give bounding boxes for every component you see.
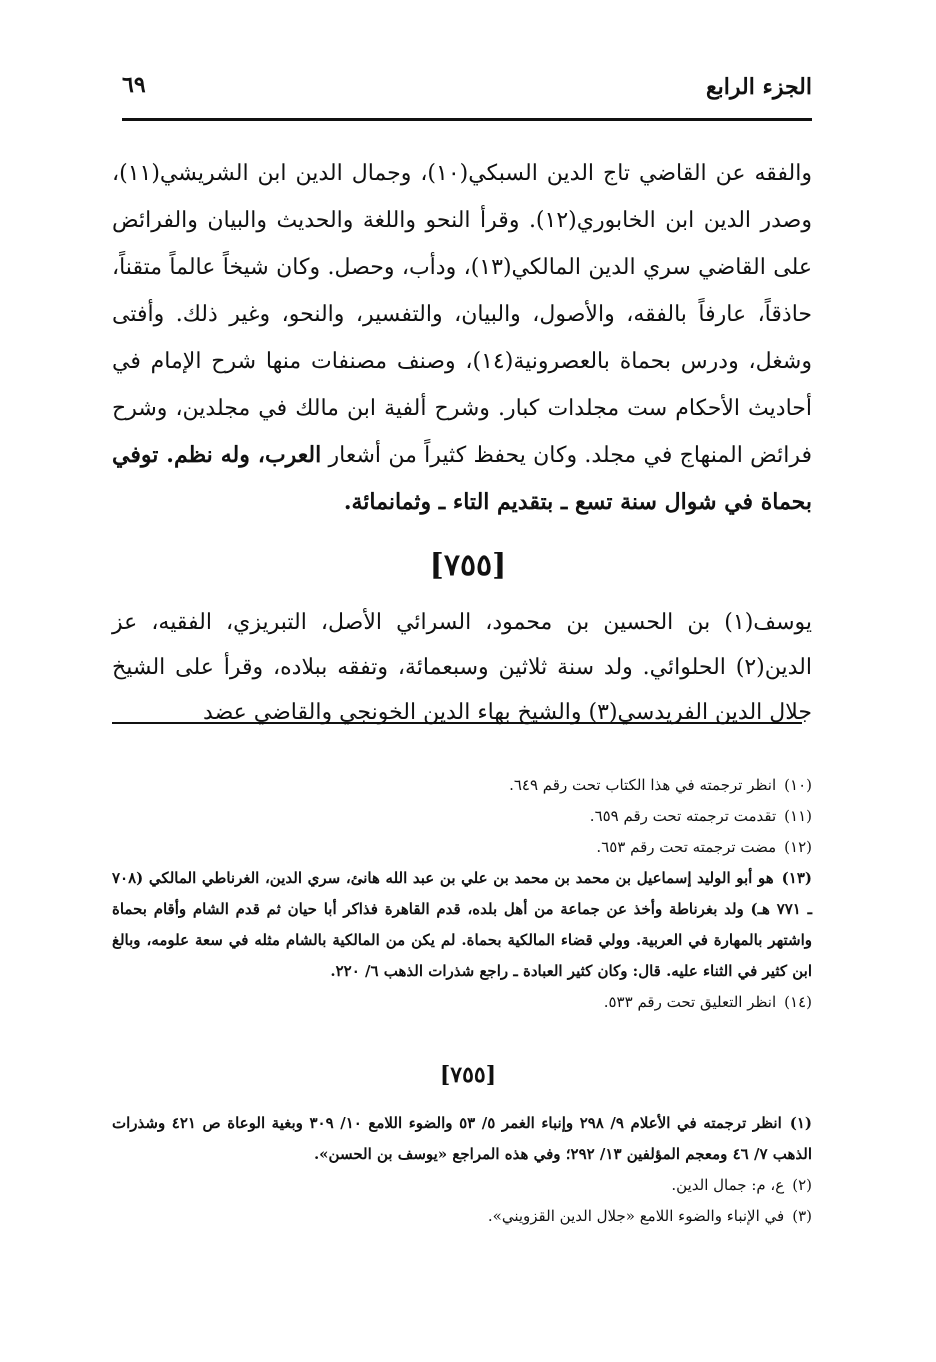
footnote-number: (١٢) [784,838,812,856]
entry-footnote-2 [112,1170,812,1201]
footnote-number: (١) [789,1114,813,1132]
footnote-number: (١٣) [781,869,812,887]
entry-footnotes-section [112,1108,812,1232]
footnotes-entry-number: [٧٥٥] [439,1062,497,1088]
footnote-text: مضت ترجمته تحت رقم ٦٥٣. [596,838,777,856]
footnote-11 [112,801,812,832]
footnote-number: (١٤) [784,993,812,1011]
main-body-text [112,150,812,526]
header-rule [122,118,812,121]
footnote-text: انظر ترجمته في الأعلام ٩/ ٢٩٨ وإنباء الغمر ٥/ ٥٣ والضوء اللامع ١٠/ ٣٠٩ وبغية الوعاة ص ٤٢١ وشذرات الذهب ٧/ ٤٦ ومعجم المؤلفين ١٣/ ٢٩٢؛ وفي هذه المراجع «يوسف بن الحسن». [112,1114,812,1163]
body-paragraph-text: والفقه عن القاضي تاج الدين السبكي(١٠)، وجمال الدين ابن الشريشي(١١)، وصدر الدين ابن الخابوري(١٢). وقرأ النحو واللغة والحديث والبيان والفرائض على القاضي سري الدين المالكي(١٣)، ودأب، وحصل. وكان شيخاً عالماً متقناً، حاذقاً، عارفاً بالفقه، والأصول، والبيان، والتفسير، والنحو، وغير ذلك. وأفتى وشغل، ودرس بحماة بالعصرونية(١٤)، وصنف مصنفات منها شرح الإمام في أحاديث الأحكام ست مجلدات كبار. وشرح ألفية ابن مالك في مجلدين، وشرح فرائض المنهاج في مجلد. وكان يحفظ كثيراً من أشعار [112,161,813,468]
page-header [112,70,812,110]
entry-footnote-3 [112,1201,812,1232]
entry-body-text [112,600,812,735]
entry-paragraph: يوسف(١) بن الحسين بن محمود، السرائي الأصل، التبريزي، الفقيه، عز الدين(٢) الحلوائي. ولد سنة ثلاثين وسبعمائة، وتفقه ببلاده، وقرأ على الشيخ جلال الدين الفريدسي(٣) والشيخ بهاء الدين الخونجي والقاضي عضد [112,610,812,725]
footnotes-section [112,770,812,1018]
footnote-text: انظر التعليق تحت رقم ٥٣٣. [603,993,777,1011]
footnote-number: (١١) [784,807,812,825]
footnote-text: انظر ترجمته في هذا الكتاب تحت رقم ٦٤٩. [509,776,777,794]
entry-footnote-1 [112,1108,812,1170]
footnote-text: تقدمت ترجمته تحت رقم ٦٥٩. [589,807,777,825]
footnote-number: (١٠) [784,776,812,794]
body-paragraph [112,150,812,526]
running-title: الجزء الرابع [705,74,812,100]
entry-number-heading: [٧٥٥] [429,548,507,583]
footnote-14 [112,987,812,1018]
footnote-text: ع، م: جمال الدين. [671,1176,785,1194]
footnote-text: هو أبو الوليد إسماعيل بن محمد بن محمد بن علي بن عبد الله هانئ، سري الدين، الغرناطي المالكي (٧٠٨ ـ ٧٧١ هـ) ولد بغرناطة وأخذ عن جماعة من أهل بلده، قدم القاهرة فذاكر أبا حيان ثم قدم الشام وأقام بحماة واشتهر بالمهارة في العربية. وولي قضاء المالكية بحماة. لم يكن من المالكية بالشام مثله في سعة علومه، وبالغ ابن كثير في الثناء عليه. قال: وكان كثير العبادة ـ راجع شذرات الذهب ٦/ ٢٢٠. [112,869,812,980]
footnote-number: (٢) [792,1176,812,1194]
body-paragraph-bold-text: العرب، وله نظم. توفي بحماة في شوال سنة تسع ـ بتقديم التاء ـ وثمانمائة. [112,442,812,515]
footnote-rule [112,722,802,724]
footnote-number: (٣) [792,1207,812,1225]
footnote-13 [112,863,812,987]
page-number: ٦٩ [122,72,146,98]
footnote-10 [112,770,812,801]
footnote-12 [112,832,812,863]
footnote-text: في الإنباء والضوء اللامع «جلال الدين القزويني». [487,1207,785,1225]
